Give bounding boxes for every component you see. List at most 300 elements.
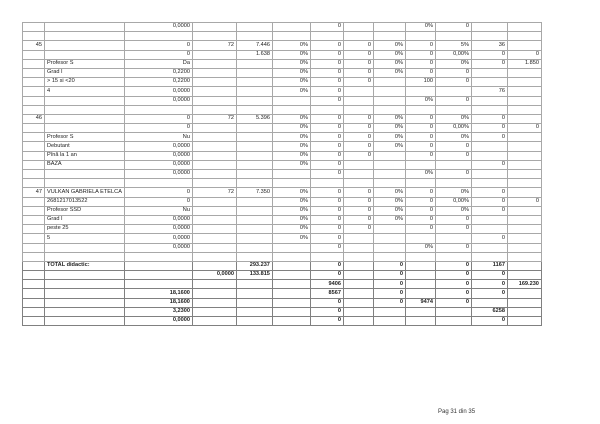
table-cell: 0 bbox=[310, 160, 343, 169]
table-cell bbox=[192, 179, 236, 188]
table-cell bbox=[507, 271, 541, 280]
table-cell bbox=[373, 87, 405, 96]
table-cell bbox=[435, 234, 471, 243]
table-cell: 0 bbox=[405, 59, 435, 68]
table-cell: 0 bbox=[435, 78, 471, 87]
table-cell: 72 bbox=[192, 114, 236, 123]
table-cell: 0 bbox=[373, 271, 405, 280]
table-cell bbox=[405, 280, 435, 289]
table-cell: 0% bbox=[272, 225, 310, 234]
table-cell bbox=[405, 87, 435, 96]
table-cell: 9474 bbox=[405, 298, 435, 307]
table-cell: 0 bbox=[343, 78, 373, 87]
table-cell: 0 bbox=[435, 243, 471, 252]
table-cell bbox=[236, 151, 272, 160]
table-cell bbox=[373, 151, 405, 160]
table-cell: 100 bbox=[405, 78, 435, 87]
table-cell bbox=[23, 50, 45, 59]
table-cell bbox=[272, 307, 310, 316]
table-cell bbox=[435, 307, 471, 316]
table-cell bbox=[236, 32, 272, 41]
table-cell: 0% bbox=[373, 50, 405, 59]
table-cell: 0 bbox=[471, 59, 507, 68]
table-cell: 0% bbox=[435, 188, 471, 197]
table-cell: 0 bbox=[124, 50, 192, 59]
table-cell: 0 bbox=[124, 188, 192, 197]
table-cell bbox=[192, 78, 236, 87]
table-cell bbox=[272, 32, 310, 41]
table-row bbox=[23, 170, 542, 179]
total-row bbox=[23, 298, 542, 307]
table-cell bbox=[507, 105, 541, 114]
table-cell: 45 bbox=[23, 41, 45, 50]
table-cell bbox=[343, 105, 373, 114]
table-cell: peste 25 bbox=[45, 225, 125, 234]
table-cell: 0 bbox=[343, 142, 373, 151]
table-cell bbox=[471, 142, 507, 151]
table-cell: 72 bbox=[192, 41, 236, 50]
table-cell: 0% bbox=[272, 124, 310, 133]
table-row bbox=[23, 105, 542, 114]
total-row bbox=[23, 307, 542, 316]
table-cell: 0 bbox=[310, 133, 343, 142]
table-cell: 18,1600 bbox=[124, 289, 192, 298]
table-cell: 0 bbox=[310, 68, 343, 77]
table-cell bbox=[507, 23, 541, 32]
table-cell: 0 bbox=[507, 124, 541, 133]
table-cell bbox=[236, 252, 272, 261]
table-cell bbox=[23, 252, 45, 261]
table-cell bbox=[236, 280, 272, 289]
table-cell bbox=[192, 252, 236, 261]
table-cell bbox=[373, 105, 405, 114]
table-cell bbox=[124, 261, 192, 270]
table-cell: 0 bbox=[343, 50, 373, 59]
table-cell bbox=[236, 215, 272, 224]
table-cell: 3,2300 bbox=[124, 307, 192, 316]
table-cell: 0,00% bbox=[435, 124, 471, 133]
table-cell: 0% bbox=[373, 59, 405, 68]
table-cell: 0 bbox=[405, 50, 435, 59]
table-cell bbox=[507, 133, 541, 142]
table-row bbox=[23, 114, 542, 123]
table-cell bbox=[236, 170, 272, 179]
table-cell bbox=[23, 96, 45, 105]
table-cell bbox=[236, 307, 272, 316]
table-cell: 0 bbox=[405, 142, 435, 151]
table-cell bbox=[192, 32, 236, 41]
table-cell: 0% bbox=[272, 160, 310, 169]
table-cell bbox=[343, 261, 373, 270]
table-cell: 0 bbox=[310, 170, 343, 179]
table-cell: 0 bbox=[124, 124, 192, 133]
table-cell: 0 bbox=[310, 206, 343, 215]
table-cell: 0,2200 bbox=[124, 68, 192, 77]
table-cell bbox=[23, 87, 45, 96]
table-cell bbox=[45, 298, 125, 307]
table-cell: 5% bbox=[435, 41, 471, 50]
table-cell bbox=[343, 271, 373, 280]
table-cell bbox=[45, 114, 125, 123]
table-cell: 0 bbox=[435, 271, 471, 280]
table-cell: 0 bbox=[471, 234, 507, 243]
table-cell bbox=[45, 271, 125, 280]
table-cell bbox=[272, 252, 310, 261]
table-cell bbox=[343, 234, 373, 243]
table-cell: 0% bbox=[373, 215, 405, 224]
table-cell: 47 bbox=[23, 188, 45, 197]
table-cell: 0% bbox=[272, 206, 310, 215]
table-cell bbox=[405, 289, 435, 298]
table-cell bbox=[23, 78, 45, 87]
table-cell: 0 bbox=[405, 114, 435, 123]
table-cell bbox=[192, 197, 236, 206]
table-cell: 0 bbox=[435, 151, 471, 160]
table-cell: 0 bbox=[310, 298, 343, 307]
table-cell bbox=[23, 68, 45, 77]
table-cell bbox=[310, 252, 343, 261]
table-cell: 0 bbox=[343, 225, 373, 234]
table-cell bbox=[236, 124, 272, 133]
table-cell: 72 bbox=[192, 188, 236, 197]
table-cell: Da bbox=[124, 59, 192, 68]
table-cell: 0 bbox=[310, 23, 343, 32]
table-cell bbox=[192, 87, 236, 96]
table-cell: 7.350 bbox=[236, 188, 272, 197]
table-cell: 0 bbox=[471, 197, 507, 206]
table-cell: 0 bbox=[471, 188, 507, 197]
table-cell bbox=[45, 105, 125, 114]
table-cell bbox=[272, 105, 310, 114]
table-cell: Profesor SSD bbox=[45, 206, 125, 215]
table-cell: 0 bbox=[435, 289, 471, 298]
table-cell: 0 bbox=[124, 197, 192, 206]
table-cell bbox=[192, 151, 236, 160]
table-cell: 0 bbox=[124, 114, 192, 123]
table-cell bbox=[23, 234, 45, 243]
table-cell: 0 bbox=[471, 271, 507, 280]
table-cell bbox=[471, 215, 507, 224]
table-cell bbox=[23, 261, 45, 270]
table-cell: 8567 bbox=[310, 289, 343, 298]
table-cell: 9406 bbox=[310, 280, 343, 289]
table-cell: BAZA bbox=[45, 160, 125, 169]
table-cell bbox=[373, 317, 405, 326]
table-cell bbox=[192, 289, 236, 298]
table-cell: 46 bbox=[23, 114, 45, 123]
table-cell bbox=[236, 78, 272, 87]
table-cell bbox=[23, 206, 45, 215]
table-cell bbox=[405, 261, 435, 270]
table-cell bbox=[373, 96, 405, 105]
table-cell bbox=[236, 206, 272, 215]
table-row bbox=[23, 243, 542, 252]
table-cell: 0 bbox=[310, 59, 343, 68]
table-cell bbox=[507, 234, 541, 243]
table-cell bbox=[507, 179, 541, 188]
table-row bbox=[23, 252, 542, 261]
table-cell bbox=[343, 23, 373, 32]
table-row bbox=[23, 41, 542, 50]
table-cell bbox=[471, 243, 507, 252]
table-cell bbox=[405, 307, 435, 316]
table-row bbox=[23, 151, 542, 160]
table-cell: 0% bbox=[272, 133, 310, 142]
table-cell: 133.815 bbox=[236, 271, 272, 280]
table-cell bbox=[23, 142, 45, 151]
table-cell bbox=[373, 78, 405, 87]
table-cell: 0 bbox=[405, 41, 435, 50]
table-cell bbox=[45, 23, 125, 32]
table-cell bbox=[373, 307, 405, 316]
table-cell: 0 bbox=[310, 307, 343, 316]
table-cell bbox=[192, 23, 236, 32]
table-cell bbox=[373, 243, 405, 252]
table-cell bbox=[236, 142, 272, 151]
table-cell: 0% bbox=[435, 206, 471, 215]
table-cell bbox=[23, 151, 45, 160]
payroll-table bbox=[22, 22, 542, 326]
table-cell bbox=[373, 234, 405, 243]
table-cell: Profesor S bbox=[45, 59, 125, 68]
total-row bbox=[23, 317, 542, 326]
table-cell: 0 bbox=[435, 23, 471, 32]
table-cell bbox=[435, 105, 471, 114]
table-cell bbox=[45, 41, 125, 50]
table-cell: 0,0000 bbox=[124, 234, 192, 243]
table-cell: Grad I bbox=[45, 215, 125, 224]
table-cell bbox=[192, 298, 236, 307]
table-cell bbox=[343, 317, 373, 326]
table-cell bbox=[45, 96, 125, 105]
table-cell bbox=[236, 87, 272, 96]
table-cell bbox=[23, 160, 45, 169]
table-cell bbox=[343, 179, 373, 188]
table-cell bbox=[23, 23, 45, 32]
table-cell bbox=[507, 188, 541, 197]
table-cell: 0 bbox=[405, 124, 435, 133]
table-cell: 6258 bbox=[471, 307, 507, 316]
table-cell: 0 bbox=[124, 41, 192, 50]
table-row bbox=[23, 225, 542, 234]
table-cell: 1.638 bbox=[236, 50, 272, 59]
table-cell bbox=[23, 197, 45, 206]
table-cell: 0 bbox=[373, 298, 405, 307]
table-cell bbox=[236, 234, 272, 243]
table-cell bbox=[45, 170, 125, 179]
table-cell: 18,1600 bbox=[124, 298, 192, 307]
table-cell bbox=[23, 124, 45, 133]
table-cell bbox=[507, 41, 541, 50]
table-cell: 0 bbox=[435, 142, 471, 151]
table-cell bbox=[45, 50, 125, 59]
table-cell: 0 bbox=[310, 124, 343, 133]
table-cell bbox=[507, 298, 541, 307]
table-cell bbox=[471, 179, 507, 188]
table-cell bbox=[45, 289, 125, 298]
table-cell: 0 bbox=[435, 170, 471, 179]
table-row bbox=[23, 188, 542, 197]
table-cell bbox=[236, 68, 272, 77]
table-cell bbox=[507, 87, 541, 96]
table-cell: 0 bbox=[310, 225, 343, 234]
table-cell: 0% bbox=[405, 243, 435, 252]
table-cell bbox=[192, 206, 236, 215]
table-cell bbox=[435, 179, 471, 188]
table-cell: 0% bbox=[373, 142, 405, 151]
table-cell: 0 bbox=[310, 188, 343, 197]
table-cell: 0% bbox=[272, 41, 310, 50]
table-cell bbox=[124, 252, 192, 261]
table-cell: 1167 bbox=[471, 261, 507, 270]
table-cell: 0 bbox=[435, 225, 471, 234]
table-cell: 0% bbox=[272, 142, 310, 151]
table-cell: 0,0000 bbox=[124, 225, 192, 234]
table-cell bbox=[405, 271, 435, 280]
table-cell: Grad I bbox=[45, 68, 125, 77]
table-cell: 0% bbox=[435, 114, 471, 123]
total-row bbox=[23, 289, 542, 298]
table-cell: 0 bbox=[435, 68, 471, 77]
table-cell bbox=[23, 225, 45, 234]
table-cell: 0 bbox=[310, 87, 343, 96]
table-cell bbox=[373, 170, 405, 179]
table-cell bbox=[471, 170, 507, 179]
table-cell: 0 bbox=[343, 188, 373, 197]
table-row bbox=[23, 96, 542, 105]
table-cell bbox=[507, 317, 541, 326]
table-cell: 0 bbox=[343, 59, 373, 68]
table-cell: Pînă la 1 an bbox=[45, 151, 125, 160]
table-cell bbox=[405, 317, 435, 326]
table-cell bbox=[45, 32, 125, 41]
table-cell: 0 bbox=[471, 50, 507, 59]
table-cell bbox=[272, 317, 310, 326]
table-cell: 0% bbox=[272, 50, 310, 59]
table-cell: 5 bbox=[45, 234, 125, 243]
table-cell bbox=[23, 280, 45, 289]
table-cell: 5.396 bbox=[236, 114, 272, 123]
table-cell bbox=[236, 243, 272, 252]
table-cell: 0 bbox=[405, 206, 435, 215]
table-cell bbox=[192, 243, 236, 252]
table-cell: 0% bbox=[373, 68, 405, 77]
table-cell bbox=[23, 243, 45, 252]
page-number: Pag 31 din 35 bbox=[438, 409, 476, 415]
table-cell: 0 bbox=[310, 271, 343, 280]
table-cell: 0 bbox=[471, 317, 507, 326]
table-cell bbox=[23, 215, 45, 224]
table-cell bbox=[373, 32, 405, 41]
table-cell bbox=[236, 317, 272, 326]
table-cell: 0 bbox=[310, 142, 343, 151]
table-cell: 0 bbox=[310, 234, 343, 243]
table-cell bbox=[192, 234, 236, 243]
table-cell bbox=[507, 96, 541, 105]
table-cell: 0% bbox=[272, 87, 310, 96]
table-cell: 0% bbox=[435, 59, 471, 68]
table-cell bbox=[236, 105, 272, 114]
table-row bbox=[23, 206, 542, 215]
table-cell bbox=[507, 114, 541, 123]
table-cell: 0 bbox=[405, 133, 435, 142]
table-cell bbox=[124, 105, 192, 114]
table-cell bbox=[343, 96, 373, 105]
table-cell bbox=[471, 225, 507, 234]
table-cell bbox=[471, 105, 507, 114]
table-cell: 0,0000 bbox=[124, 142, 192, 151]
table-row bbox=[23, 87, 542, 96]
table-cell bbox=[236, 23, 272, 32]
table-row bbox=[23, 59, 542, 68]
table-cell bbox=[45, 179, 125, 188]
table-cell bbox=[236, 197, 272, 206]
table-cell: 0,00% bbox=[435, 50, 471, 59]
table-cell bbox=[124, 32, 192, 41]
table-cell: 0% bbox=[373, 206, 405, 215]
table-cell bbox=[435, 160, 471, 169]
table-cell bbox=[507, 215, 541, 224]
table-cell: 0,0000 bbox=[124, 243, 192, 252]
table-cell: 0 bbox=[310, 151, 343, 160]
table-cell bbox=[272, 179, 310, 188]
table-cell: 0 bbox=[405, 225, 435, 234]
table-cell bbox=[23, 59, 45, 68]
table-cell: 0 bbox=[507, 50, 541, 59]
table-cell: 0% bbox=[405, 170, 435, 179]
table-cell: 0 bbox=[343, 133, 373, 142]
table-cell: 0 bbox=[471, 280, 507, 289]
table-cell bbox=[373, 225, 405, 234]
table-cell bbox=[507, 252, 541, 261]
table-cell bbox=[343, 243, 373, 252]
table-cell: 0% bbox=[272, 114, 310, 123]
table-cell: 0% bbox=[373, 124, 405, 133]
table-cell bbox=[373, 179, 405, 188]
table-cell: 0 bbox=[343, 151, 373, 160]
table-cell bbox=[272, 280, 310, 289]
table-cell bbox=[23, 289, 45, 298]
table-cell bbox=[507, 160, 541, 169]
table-cell bbox=[435, 252, 471, 261]
table-cell: 0% bbox=[272, 234, 310, 243]
table-cell: 0% bbox=[272, 215, 310, 224]
table-cell bbox=[507, 32, 541, 41]
table-cell bbox=[373, 160, 405, 169]
table-cell bbox=[507, 243, 541, 252]
table-cell: 0% bbox=[373, 197, 405, 206]
table-cell bbox=[343, 32, 373, 41]
table-cell bbox=[236, 59, 272, 68]
table-cell: 0 bbox=[310, 114, 343, 123]
table-cell bbox=[45, 280, 125, 289]
table-cell: Debutant bbox=[45, 142, 125, 151]
table-cell bbox=[236, 179, 272, 188]
table-cell: 0 bbox=[310, 78, 343, 87]
table-row bbox=[23, 23, 542, 32]
table-cell bbox=[23, 298, 45, 307]
table-cell bbox=[192, 280, 236, 289]
table-cell bbox=[272, 96, 310, 105]
table-cell bbox=[124, 271, 192, 280]
table-cell: 0 bbox=[507, 197, 541, 206]
table-cell: Nu bbox=[124, 206, 192, 215]
table-cell bbox=[45, 243, 125, 252]
table-cell bbox=[192, 317, 236, 326]
table-cell bbox=[507, 78, 541, 87]
table-cell bbox=[343, 160, 373, 169]
table-cell bbox=[272, 261, 310, 270]
